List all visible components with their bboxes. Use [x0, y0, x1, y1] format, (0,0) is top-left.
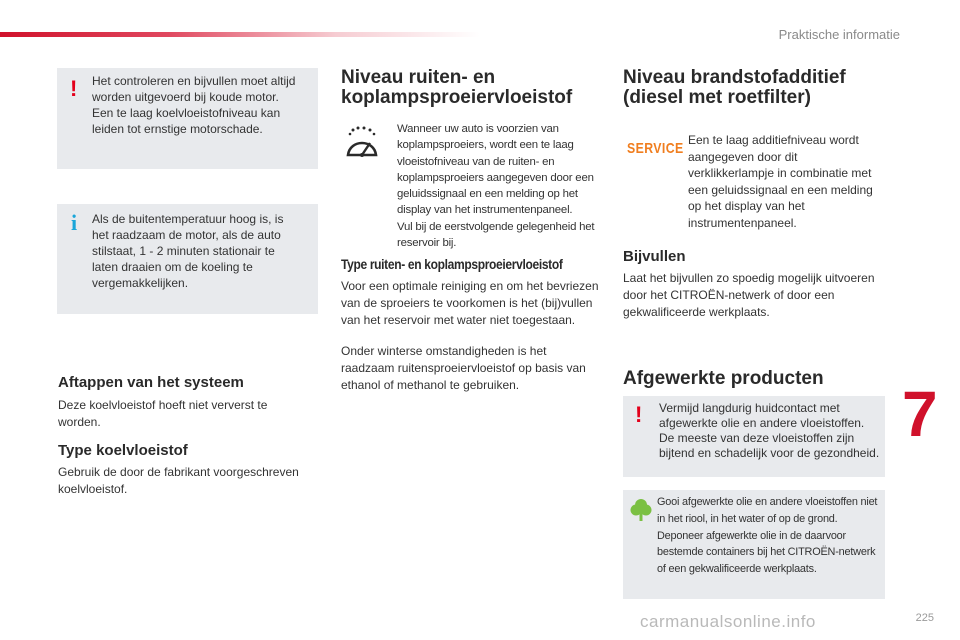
- fuel-additive-title: Niveau brandstofadditief (diesel met roetfilter): [623, 67, 846, 108]
- washer-fluid-para-2: Onder winterse omstandigheden is het raadzaam ruitensproeiervloeistof op basis van ethanol of methanol te gebruiken.: [341, 344, 586, 392]
- exclamation-icon: !: [635, 402, 643, 427]
- used-products-warning-text: Vermijd langdurig huidcontact met afgewerkte olie en andere vloeistoffen. De meeste van deze vloeistoffen zijn bijtend en schadelijk voor de gezondheid.: [659, 401, 880, 460]
- info-text: Als de buitentemperatuur hoog is, is het raadzaam de motor, als de auto stilstaat, 1 - 2 minuten stationair te laten draaien om de koeling te vergemakkelijken.: [92, 212, 284, 290]
- used-products-warning-box: [623, 396, 885, 477]
- info-icon: i: [71, 210, 78, 235]
- refill-title: Bijvullen: [623, 248, 686, 265]
- warning-text: Het controleren en bijvullen moet altijd worden uitgevoerd bij koude motor. Een te laag koelvloeistofniveau kan leiden tot ernstige motorschade.: [92, 74, 296, 136]
- header-accent-bar: [0, 32, 480, 37]
- info-box: [57, 204, 318, 314]
- washer-fluid-icon: [342, 125, 382, 163]
- environment-box: [623, 490, 885, 599]
- environment-text: Gooi afgewerkte olie en andere vloeistoffen niet in het riool, in het water of op de grond. Deponeer afgewerkte olie in de daarvoor bestemde containers bij het CITROËN-netwerk of een gekwalificeerde werkplaats.: [657, 496, 878, 576]
- drain-text: Deze koelvloeistof hoeft niet ververst te worden.: [58, 398, 268, 429]
- section-label: Praktische informatie: [778, 27, 900, 42]
- warning-box: [57, 68, 318, 169]
- refill-text: Laat het bijvullen zo spoedig mogelijk uitvoeren door het CITROËN-netwerk of door een gekwalificeerde werkplaats.: [623, 271, 875, 319]
- chapter-number: 7: [902, 378, 938, 450]
- washer-fluid-intro: Wanneer uw auto is voorzien van koplampsproeiers, wordt een te laag vloeistofniveau van de ruiten- en koplampsproeiers aangegeven door een geluidssignaal en een melding op het display van het instrumentenpaneel. Vul bij de eerstvolgende gelegenheid het reservoir bij.: [397, 123, 595, 250]
- washer-fluid-title: Niveau ruiten- en koplampsproeiervloeistof: [341, 67, 573, 108]
- tree-icon: [630, 498, 652, 522]
- watermark: carmanualsonline.info: [640, 612, 816, 631]
- drain-title: Aftappen van het systeem: [58, 374, 244, 391]
- used-products-title: Afgewerkte producten: [623, 368, 824, 389]
- washer-fluid-type-title: Type ruiten- en koplampsproeiervloeistof: [341, 256, 563, 272]
- fuel-additive-text: Een te laag additiefniveau wordt aangegeven door dit verklikkerlampje in combinatie met een geluidssignaal en een melding op het display van het instrumentenpaneel.: [688, 133, 873, 230]
- page-number: 225: [915, 612, 934, 624]
- service-warning-icon: SERVICE: [627, 140, 684, 157]
- exclamation-icon: !: [70, 76, 78, 101]
- washer-fluid-para-1: Voor een optimale reiniging en om het bevriezen van de sproeiers te voorkomen is het (bij)vullen van het reservoir met water niet toegestaan.: [341, 279, 599, 327]
- coolant-type-title: Type koelvloeistof: [58, 442, 188, 459]
- coolant-type-text: Gebruik de door de fabrikant voorgeschreven koelvloeistof.: [58, 465, 299, 496]
